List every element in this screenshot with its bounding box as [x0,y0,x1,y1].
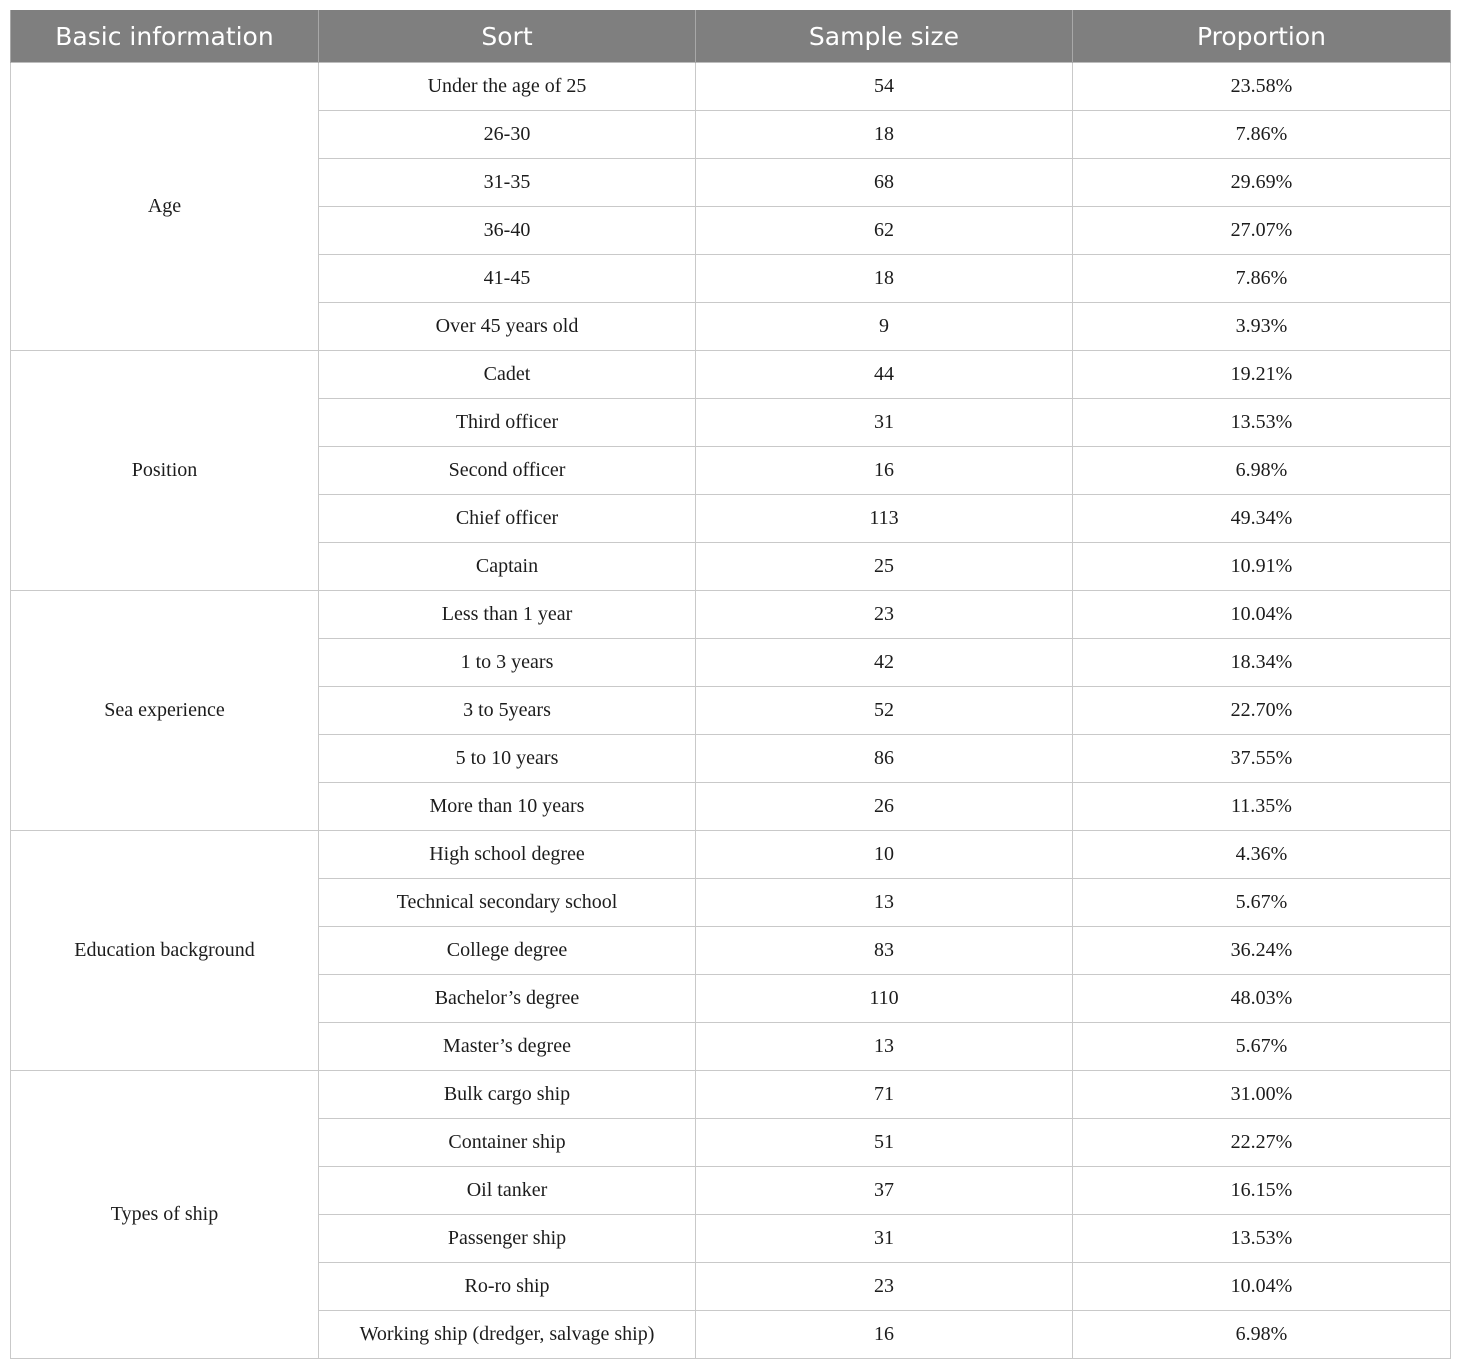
table-header [11,10,1451,63]
proportion-cell: 48.03% [1073,975,1451,1023]
sort-cell: Chief officer [319,495,696,543]
header-proportion: Proportion [1073,10,1451,63]
sort-cell: Cadet [319,351,696,399]
sort-cell: College degree [319,927,696,975]
table-row [11,63,1451,111]
group-label-cell: Age [11,63,319,351]
sort-cell: 31-35 [319,159,696,207]
sort-cell: Master’s degree [319,1023,696,1071]
sort-cell: Third officer [319,399,696,447]
header-basic-information: Basic information [11,10,319,63]
sort-cell: 41-45 [319,255,696,303]
sample-size-cell: 51 [696,1119,1073,1167]
sort-cell: Captain [319,543,696,591]
sample-size-cell: 23 [696,591,1073,639]
proportion-cell: 36.24% [1073,927,1451,975]
proportion-cell: 16.15% [1073,1167,1451,1215]
sample-size-cell: 86 [696,735,1073,783]
sample-size-cell: 16 [696,447,1073,495]
sort-cell: Less than 1 year [319,591,696,639]
sample-size-cell: 18 [696,111,1073,159]
sample-size-cell: 44 [696,351,1073,399]
sort-cell: Working ship (dredger, salvage ship) [319,1311,696,1359]
proportion-cell: 18.34% [1073,639,1451,687]
proportion-cell: 31.00% [1073,1071,1451,1119]
sort-cell: More than 10 years [319,783,696,831]
table-row [11,591,1451,639]
proportion-cell: 5.67% [1073,879,1451,927]
proportion-cell: 49.34% [1073,495,1451,543]
sort-cell: 5 to 10 years [319,735,696,783]
sort-cell: Bachelor’s degree [319,975,696,1023]
sample-size-cell: 52 [696,687,1073,735]
sample-size-cell: 110 [696,975,1073,1023]
sort-cell: Over 45 years old [319,303,696,351]
proportion-cell: 22.70% [1073,687,1451,735]
table-row [11,1071,1451,1119]
proportion-cell: 37.55% [1073,735,1451,783]
proportion-cell: 4.36% [1073,831,1451,879]
sample-size-cell: 18 [696,255,1073,303]
proportion-cell: 10.91% [1073,543,1451,591]
sort-cell: 3 to 5years [319,687,696,735]
sort-cell: Passenger ship [319,1215,696,1263]
sample-size-cell: 62 [696,207,1073,255]
header-sort: Sort [319,10,696,63]
sort-cell: 26-30 [319,111,696,159]
sort-cell: Bulk cargo ship [319,1071,696,1119]
sample-size-cell: 37 [696,1167,1073,1215]
sample-info-table [10,10,1451,1359]
sort-cell: Ro-ro ship [319,1263,696,1311]
sort-cell: 1 to 3 years [319,639,696,687]
header-sample-size: Sample size [696,10,1073,63]
table-row [11,831,1451,879]
proportion-cell: 13.53% [1073,1215,1451,1263]
sample-size-cell: 26 [696,783,1073,831]
sample-size-cell: 16 [696,1311,1073,1359]
group-label-cell: Sea experience [11,591,319,831]
proportion-cell: 7.86% [1073,111,1451,159]
sample-size-cell: 31 [696,1215,1073,1263]
sample-size-cell: 9 [696,303,1073,351]
sample-size-cell: 13 [696,879,1073,927]
sample-size-cell: 10 [696,831,1073,879]
sample-size-cell: 13 [696,1023,1073,1071]
sample-size-cell: 23 [696,1263,1073,1311]
proportion-cell: 6.98% [1073,1311,1451,1359]
header-row [11,10,1451,63]
sample-size-cell: 113 [696,495,1073,543]
group-label-cell: Education background [11,831,319,1071]
sort-cell: 36-40 [319,207,696,255]
group-label-cell: Types of ship [11,1071,319,1359]
sample-size-cell: 42 [696,639,1073,687]
sample-size-cell: 31 [696,399,1073,447]
proportion-cell: 3.93% [1073,303,1451,351]
group-label-cell: Position [11,351,319,591]
sort-cell: Container ship [319,1119,696,1167]
proportion-cell: 22.27% [1073,1119,1451,1167]
proportion-cell: 7.86% [1073,255,1451,303]
table-row [11,351,1451,399]
sort-cell: Technical secondary school [319,879,696,927]
proportion-cell: 11.35% [1073,783,1451,831]
proportion-cell: 27.07% [1073,207,1451,255]
sort-cell: Oil tanker [319,1167,696,1215]
proportion-cell: 29.69% [1073,159,1451,207]
sample-size-cell: 54 [696,63,1073,111]
sample-size-cell: 83 [696,927,1073,975]
sort-cell: Under the age of 25 [319,63,696,111]
sample-size-cell: 71 [696,1071,1073,1119]
sort-cell: Second officer [319,447,696,495]
table-body [11,63,1451,1359]
proportion-cell: 23.58% [1073,63,1451,111]
sample-size-cell: 68 [696,159,1073,207]
sample-size-cell: 25 [696,543,1073,591]
proportion-cell: 6.98% [1073,447,1451,495]
sort-cell: High school degree [319,831,696,879]
proportion-cell: 19.21% [1073,351,1451,399]
proportion-cell: 10.04% [1073,591,1451,639]
proportion-cell: 5.67% [1073,1023,1451,1071]
proportion-cell: 10.04% [1073,1263,1451,1311]
proportion-cell: 13.53% [1073,399,1451,447]
